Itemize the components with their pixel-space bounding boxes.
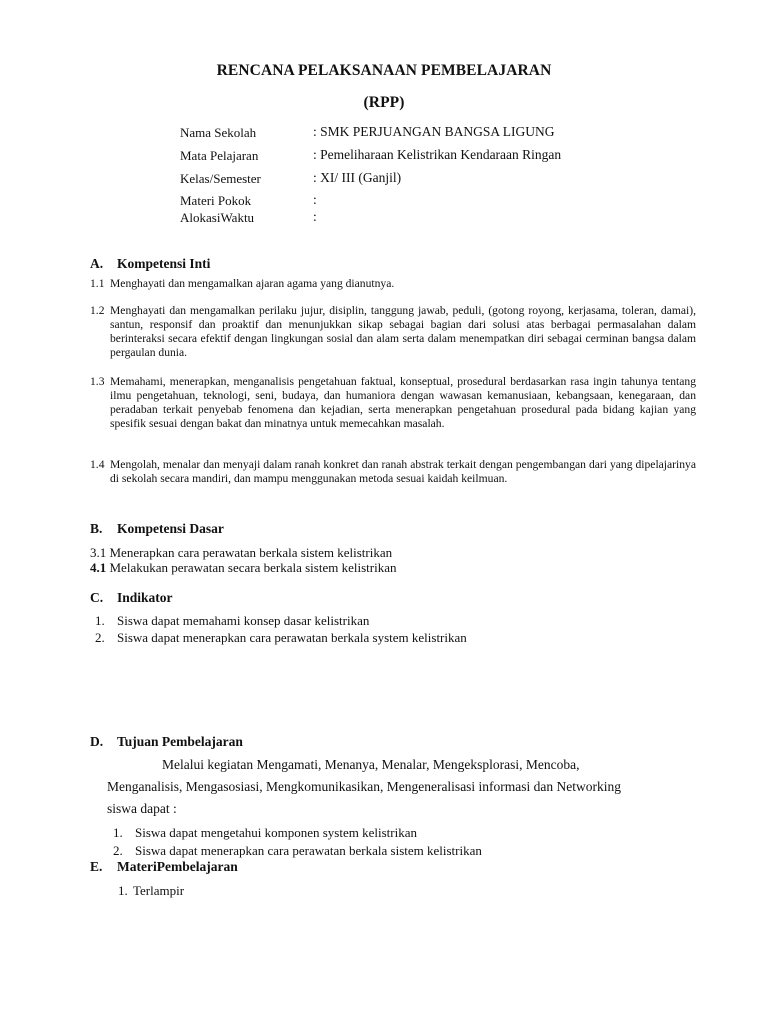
info-label-school: Nama Sekolah — [180, 125, 257, 140]
info-value-class: : XI/ III (Ganjil) — [313, 170, 402, 185]
objective-text: Siswa dapat mengetahui komponen system kelistrikan — [135, 825, 417, 840]
indicator-num: 2. — [95, 630, 105, 645]
ki-item: 1.4 Mengolah, menalar dan menyaji dalam ranah konkret dan ranah abstrak terkait dengan pengembangan dari yang dipelajarinya di sekolah secara mandiri, dan mampu menggunakan metoda sesuai kaidah keilmuan. — [90, 458, 696, 485]
section-b-title: Kompetensi Dasar — [117, 521, 224, 536]
info-label-topic: Materi Pokok — [180, 193, 252, 208]
objective-intro-line2: Menganalisis, Mengasosiasi, Mengkomunikasikan, Mengeneralisasi informasi dan Networking — [107, 779, 622, 794]
objective-text: Siswa dapat menerapkan cara perawatan berkala sistem kelistrikan — [135, 843, 482, 858]
section-e-title: MateriPembelajaran — [117, 859, 238, 874]
info-label-class: Kelas/Semester — [180, 171, 261, 186]
section-b-letter: B. — [90, 521, 103, 536]
objective-intro-line3: siswa dapat : — [107, 801, 177, 816]
section-a-title: Kompetensi Inti — [117, 256, 211, 271]
ki-item: 1.2 Menghayati dan mengamalkan perilaku jujur, disiplin, tanggung jawab, peduli, (gotong royong, kerjasama, toleran, damai), santun, responsif dan proaktif dan menunjukkan sikap sebagai bagian dari solusi atas berbagai permasalahan dalam berinteraksi secara efektif dengan lingkungan sosial dan alam serta dalam menempatkan diri sebagai cerminan bangsa dalam pergaulan dunia. — [90, 304, 696, 359]
section-c-letter: C. — [90, 590, 104, 605]
section-a-letter: A. — [90, 256, 104, 271]
material-text: Terlampir — [133, 883, 185, 898]
info-label-time: AlokasiWaktu — [180, 210, 255, 225]
info-value-school: : SMK PERJUANGAN BANGSA LIGUNG — [313, 124, 555, 139]
objective-intro-line1: Melalui kegiatan Mengamati, Menanya, Menalar, Mengeksplorasi, Mencoba, — [162, 757, 580, 772]
objective-num: 2. — [113, 843, 123, 858]
indicator-text: Siswa dapat memahami konsep dasar kelistrikan — [117, 613, 370, 628]
material-num: 1. — [118, 883, 128, 898]
kd-item: 3.1 Menerapkan cara perawatan berkala sistem kelistrikan — [90, 545, 393, 560]
info-label-subject: Mata Pelajaran — [180, 148, 259, 163]
section-d-title: Tujuan Pembelajaran — [117, 734, 243, 749]
ki-item: 1.3 Memahami, menerapkan, menganalisis pengetahuan faktual, konseptual, prosedural berdasarkan rasa ingin tahunya tentang ilmu pengetahuan, teknologi, seni, budaya, dan humaniora dengan wawasan kemanusiaan, kebangsaan, kenegaraan, dan peradaban terkait penyebab fenomena dan kejadian, serta menerapkan pengetahuan prosedural pada bidang kajian yang spesifik sesuai dengan bakat dan minatnya untuk memecahkan masalah. — [90, 375, 696, 430]
objective-num: 1. — [113, 825, 123, 840]
section-e-letter: E. — [90, 859, 103, 874]
section-d-letter: D. — [90, 734, 104, 749]
indicator-text: Siswa dapat menerapkan cara perawatan berkala system kelistrikan — [117, 630, 467, 645]
document-subtitle: (RPP) — [363, 94, 405, 111]
indicator-num: 1. — [95, 613, 105, 628]
info-value-topic: : — [313, 192, 317, 207]
document-title: RENCANA PELAKSANAAN PEMBELAJARAN — [216, 62, 552, 79]
ki-item: 1.1 Menghayati dan mengamalkan ajaran agama yang dianutnya. — [90, 277, 395, 290]
section-c-title: Indikator — [117, 590, 173, 605]
info-value-time: : — [313, 209, 317, 224]
kd-item: 4.1 Melakukan perawatan secara berkala sistem kelistrikan — [90, 560, 397, 575]
info-value-subject: : Pemeliharaan Kelistrikan Kendaraan Ringan — [313, 147, 562, 162]
